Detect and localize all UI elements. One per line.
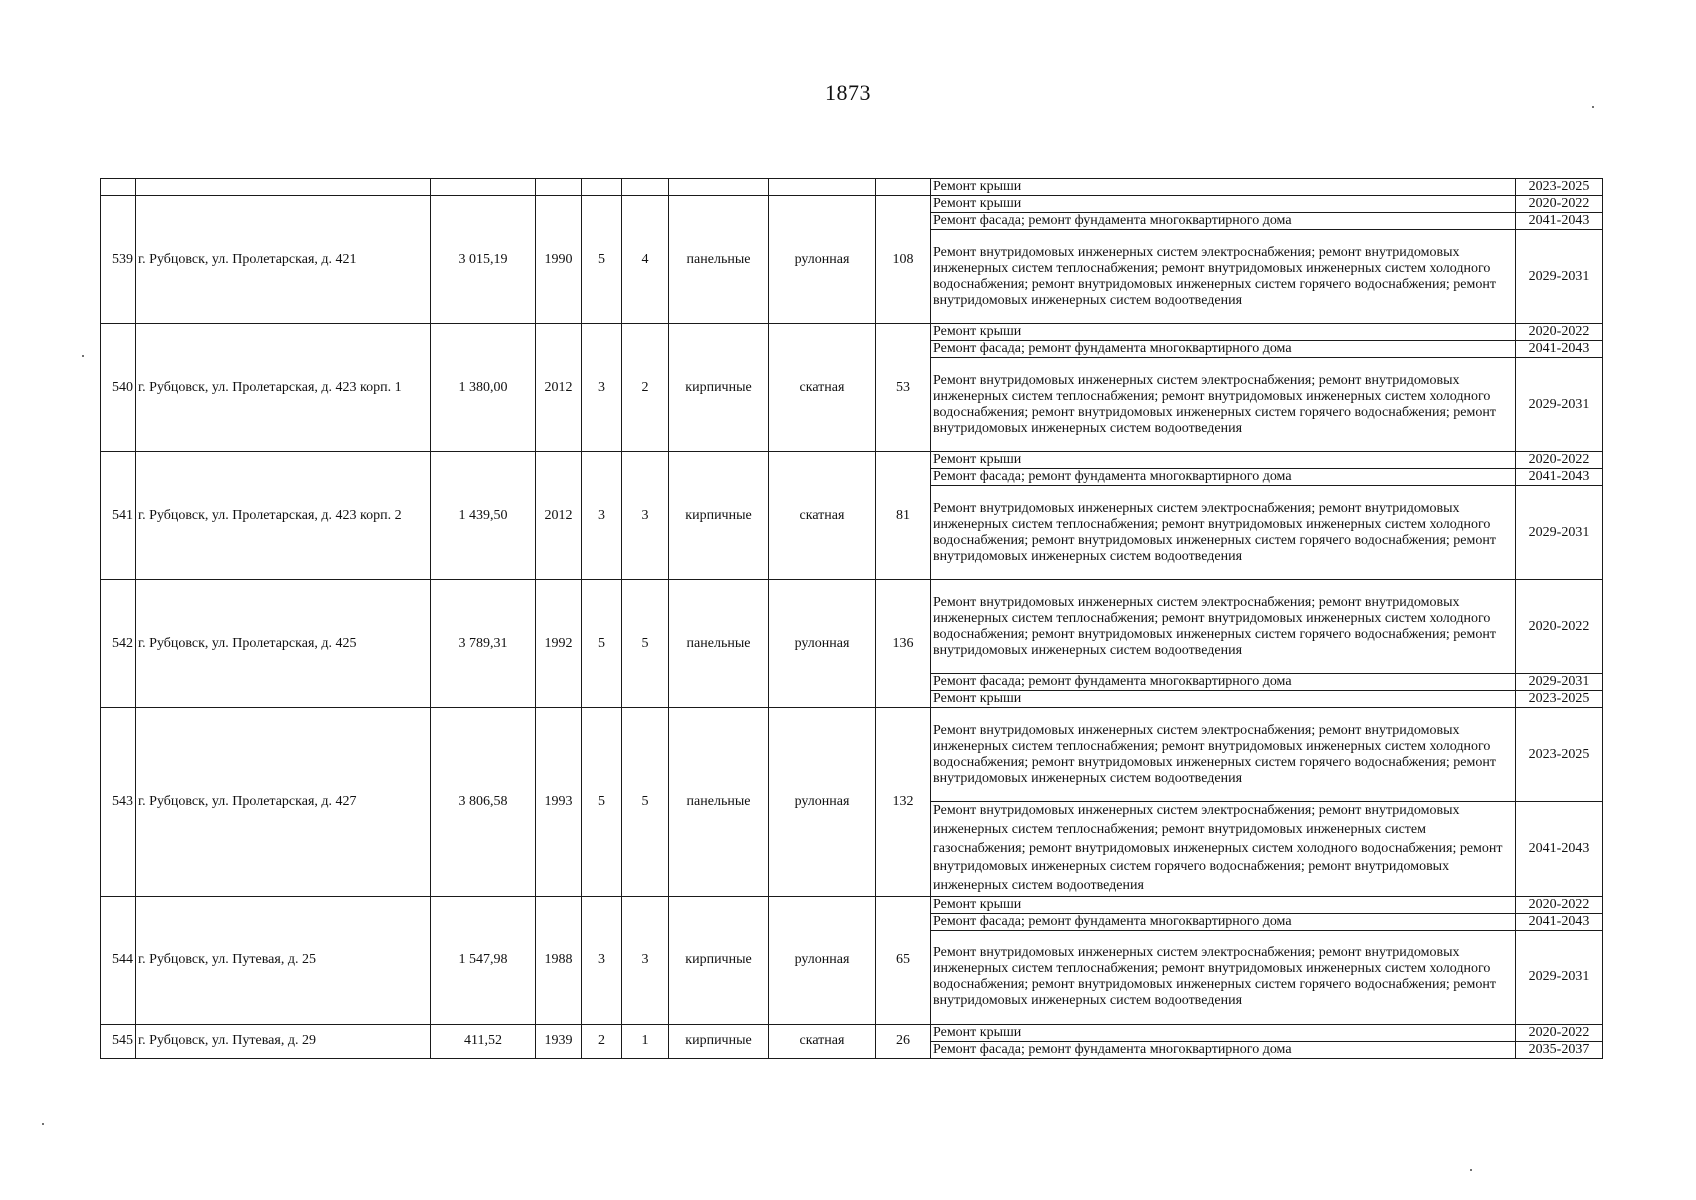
table-row xyxy=(101,324,1603,341)
floors-count: 3 xyxy=(582,452,622,580)
roof-type: рулонная xyxy=(769,196,876,324)
build-year: 1990 xyxy=(536,196,582,324)
building-address: г. Рубцовск, ул. Путевая, д. 25 xyxy=(136,896,431,1024)
page-number: 1873 xyxy=(825,80,871,105)
table-row xyxy=(101,580,1603,674)
work-period: 2041-2043 xyxy=(1516,802,1603,897)
building-address: г. Рубцовск, ул. Пролетарская, д. 425 xyxy=(136,580,431,708)
record-number: 545 xyxy=(101,1024,136,1058)
work-description: Ремонт крыши xyxy=(931,452,1516,469)
work-description: Ремонт фасада; ремонт фундамента многоквартирного дома xyxy=(931,913,1516,930)
floors-count: 5 xyxy=(582,580,622,708)
work-description: Ремонт крыши xyxy=(931,196,1516,213)
work-description: Ремонт фасада; ремонт фундамента многоквартирного дома xyxy=(931,1041,1516,1058)
build-year: 1992 xyxy=(536,580,582,708)
building-area: 1 380,00 xyxy=(431,324,536,452)
building-address: г. Рубцовск, ул. Пролетарская, д. 421 xyxy=(136,196,431,324)
work-description: Ремонт фасада; ремонт фундамента многоквартирного дома xyxy=(931,674,1516,691)
work-period: 2020-2022 xyxy=(1516,196,1603,213)
building-area: 3 789,31 xyxy=(431,580,536,708)
work-period: 2041-2043 xyxy=(1516,913,1603,930)
roof-type: рулонная xyxy=(769,580,876,708)
roof-type: скатная xyxy=(769,1024,876,1058)
table-row xyxy=(101,452,1603,469)
scan-speck xyxy=(82,355,84,357)
table-row xyxy=(101,196,1603,213)
work-description: Ремонт фасада; ремонт фундамента многоквартирного дома xyxy=(931,213,1516,230)
work-description: Ремонт внутридомовых инженерных систем электроснабжения; ремонт внутридомовых инженерных систем теплоснабжения; ремонт внутридомовых инженерных систем холодного водоснабжения; ремонт внутридомовых инженерных систем горячего водоснабжения; ремонт внутридомовых инженерных систем водоотведения xyxy=(931,230,1516,324)
work-description: Ремонт крыши xyxy=(931,896,1516,913)
continuation-row xyxy=(101,179,1603,196)
building-address: г. Рубцовск, ул. Пролетарская, д. 427 xyxy=(136,708,431,897)
table-row xyxy=(101,708,1603,802)
work-description: Ремонт крыши xyxy=(931,179,1516,196)
build-year: 2012 xyxy=(536,452,582,580)
work-period: 2041-2043 xyxy=(1516,469,1603,486)
record-number: 541 xyxy=(101,452,136,580)
entrances-count: 2 xyxy=(622,324,669,452)
work-description: Ремонт внутридомовых инженерных систем электроснабжения; ремонт внутридомовых инженерных систем теплоснабжения; ремонт внутридомовых инженерных систем холодного водоснабжения; ремонт внутридомовых инженерных систем горячего водоснабжения; ремонт внутридомовых инженерных систем водоотведения xyxy=(931,580,1516,674)
wall-material: панельные xyxy=(669,708,769,897)
work-period: 2023-2025 xyxy=(1516,179,1603,196)
residents-count: 65 xyxy=(876,896,931,1024)
work-description: Ремонт фасада; ремонт фундамента многоквартирного дома xyxy=(931,469,1516,486)
building-area: 411,52 xyxy=(431,1024,536,1058)
record-number: 540 xyxy=(101,324,136,452)
entrances-count: 1 xyxy=(622,1024,669,1058)
entrances-count: 5 xyxy=(622,708,669,897)
build-year: 1988 xyxy=(536,896,582,1024)
wall-material: панельные xyxy=(669,196,769,324)
wall-material: панельные xyxy=(669,580,769,708)
work-period: 2020-2022 xyxy=(1516,580,1603,674)
floors-count: 2 xyxy=(582,1024,622,1058)
work-period: 2020-2022 xyxy=(1516,452,1603,469)
build-year: 2012 xyxy=(536,324,582,452)
wall-material: кирпичные xyxy=(669,896,769,1024)
entrances-count: 4 xyxy=(622,196,669,324)
building-area: 1 547,98 xyxy=(431,896,536,1024)
work-description: Ремонт внутридомовых инженерных систем электроснабжения; ремонт внутридомовых инженерных систем теплоснабжения; ремонт внутридомовых инженерных систем холодного водоснабжения; ремонт внутридомовых инженерных систем горячего водоснабжения; ремонт внутридомовых инженерных систем водоотведения xyxy=(931,486,1516,580)
residents-count: 53 xyxy=(876,324,931,452)
work-period: 2041-2043 xyxy=(1516,213,1603,230)
work-period: 2029-2031 xyxy=(1516,230,1603,324)
building-area: 3 806,58 xyxy=(431,708,536,897)
roof-type: скатная xyxy=(769,324,876,452)
entrances-count: 3 xyxy=(622,452,669,580)
work-period: 2029-2031 xyxy=(1516,486,1603,580)
work-description: Ремонт внутридомовых инженерных систем электроснабжения; ремонт внутридомовых инженерных систем теплоснабжения; ремонт внутридомовых инженерных систем холодного водоснабжения; ремонт внутридомовых инженерных систем горячего водоснабжения; ремонт внутридомовых инженерных систем водоотведения xyxy=(931,930,1516,1024)
scan-speck xyxy=(42,1123,44,1125)
roof-type: скатная xyxy=(769,452,876,580)
repair-schedule-table xyxy=(100,178,1603,1059)
work-description: Ремонт крыши xyxy=(931,1024,1516,1041)
work-description: Ремонт крыши xyxy=(931,691,1516,708)
table-row xyxy=(101,1024,1603,1041)
scan-speck xyxy=(1592,106,1594,108)
work-period: 2023-2025 xyxy=(1516,691,1603,708)
record-number: 539 xyxy=(101,196,136,324)
wall-material: кирпичные xyxy=(669,1024,769,1058)
entrances-count: 3 xyxy=(622,896,669,1024)
work-period: 2029-2031 xyxy=(1516,930,1603,1024)
work-description: Ремонт крыши xyxy=(931,324,1516,341)
residents-count: 81 xyxy=(876,452,931,580)
work-period: 2041-2043 xyxy=(1516,341,1603,358)
scan-speck xyxy=(1470,1169,1472,1171)
residents-count: 132 xyxy=(876,708,931,897)
residents-count: 26 xyxy=(876,1024,931,1058)
work-description: Ремонт внутридомовых инженерных систем электроснабжения; ремонт внутридомовых инженерных систем теплоснабжения; ремонт внутридомовых инженерных систем газоснабжения; ремонт внутридомовых инженерных систем холодного водоснабжения; ремонт внутридомовых инженерных систем горячего водоснабжения; ремонт внутридомовых инженерных систем водоотведения xyxy=(931,802,1516,897)
residents-count: 136 xyxy=(876,580,931,708)
roof-type: рулонная xyxy=(769,896,876,1024)
table-row xyxy=(101,896,1603,913)
work-description: Ремонт внутридомовых инженерных систем электроснабжения; ремонт внутридомовых инженерных систем теплоснабжения; ремонт внутридомовых инженерных систем холодного водоснабжения; ремонт внутридомовых инженерных систем горячего водоснабжения; ремонт внутридомовых инженерных систем водоотведения xyxy=(931,708,1516,802)
build-year: 1939 xyxy=(536,1024,582,1058)
floors-count: 5 xyxy=(582,196,622,324)
building-address: г. Рубцовск, ул. Пролетарская, д. 423 корп. 2 xyxy=(136,452,431,580)
work-period: 2023-2025 xyxy=(1516,708,1603,802)
building-area: 3 015,19 xyxy=(431,196,536,324)
work-period: 2029-2031 xyxy=(1516,674,1603,691)
wall-material: кирпичные xyxy=(669,452,769,580)
work-period: 2029-2031 xyxy=(1516,358,1603,452)
residents-count: 108 xyxy=(876,196,931,324)
floors-count: 3 xyxy=(582,896,622,1024)
building-area: 1 439,50 xyxy=(431,452,536,580)
work-description: Ремонт фасада; ремонт фундамента многоквартирного дома xyxy=(931,341,1516,358)
work-period: 2035-2037 xyxy=(1516,1041,1603,1058)
work-period: 2020-2022 xyxy=(1516,324,1603,341)
building-address: г. Рубцовск, ул. Пролетарская, д. 423 корп. 1 xyxy=(136,324,431,452)
record-number: 544 xyxy=(101,896,136,1024)
entrances-count: 5 xyxy=(622,580,669,708)
record-number: 542 xyxy=(101,580,136,708)
work-period: 2020-2022 xyxy=(1516,1024,1603,1041)
wall-material: кирпичные xyxy=(669,324,769,452)
floors-count: 5 xyxy=(582,708,622,897)
work-description: Ремонт внутридомовых инженерных систем электроснабжения; ремонт внутридомовых инженерных систем теплоснабжения; ремонт внутридомовых инженерных систем холодного водоснабжения; ремонт внутридомовых инженерных систем горячего водоснабжения; ремонт внутридомовых инженерных систем водоотведения xyxy=(931,358,1516,452)
work-period: 2020-2022 xyxy=(1516,896,1603,913)
building-address: г. Рубцовск, ул. Путевая, д. 29 xyxy=(136,1024,431,1058)
roof-type: рулонная xyxy=(769,708,876,897)
build-year: 1993 xyxy=(536,708,582,897)
record-number: 543 xyxy=(101,708,136,897)
floors-count: 3 xyxy=(582,324,622,452)
